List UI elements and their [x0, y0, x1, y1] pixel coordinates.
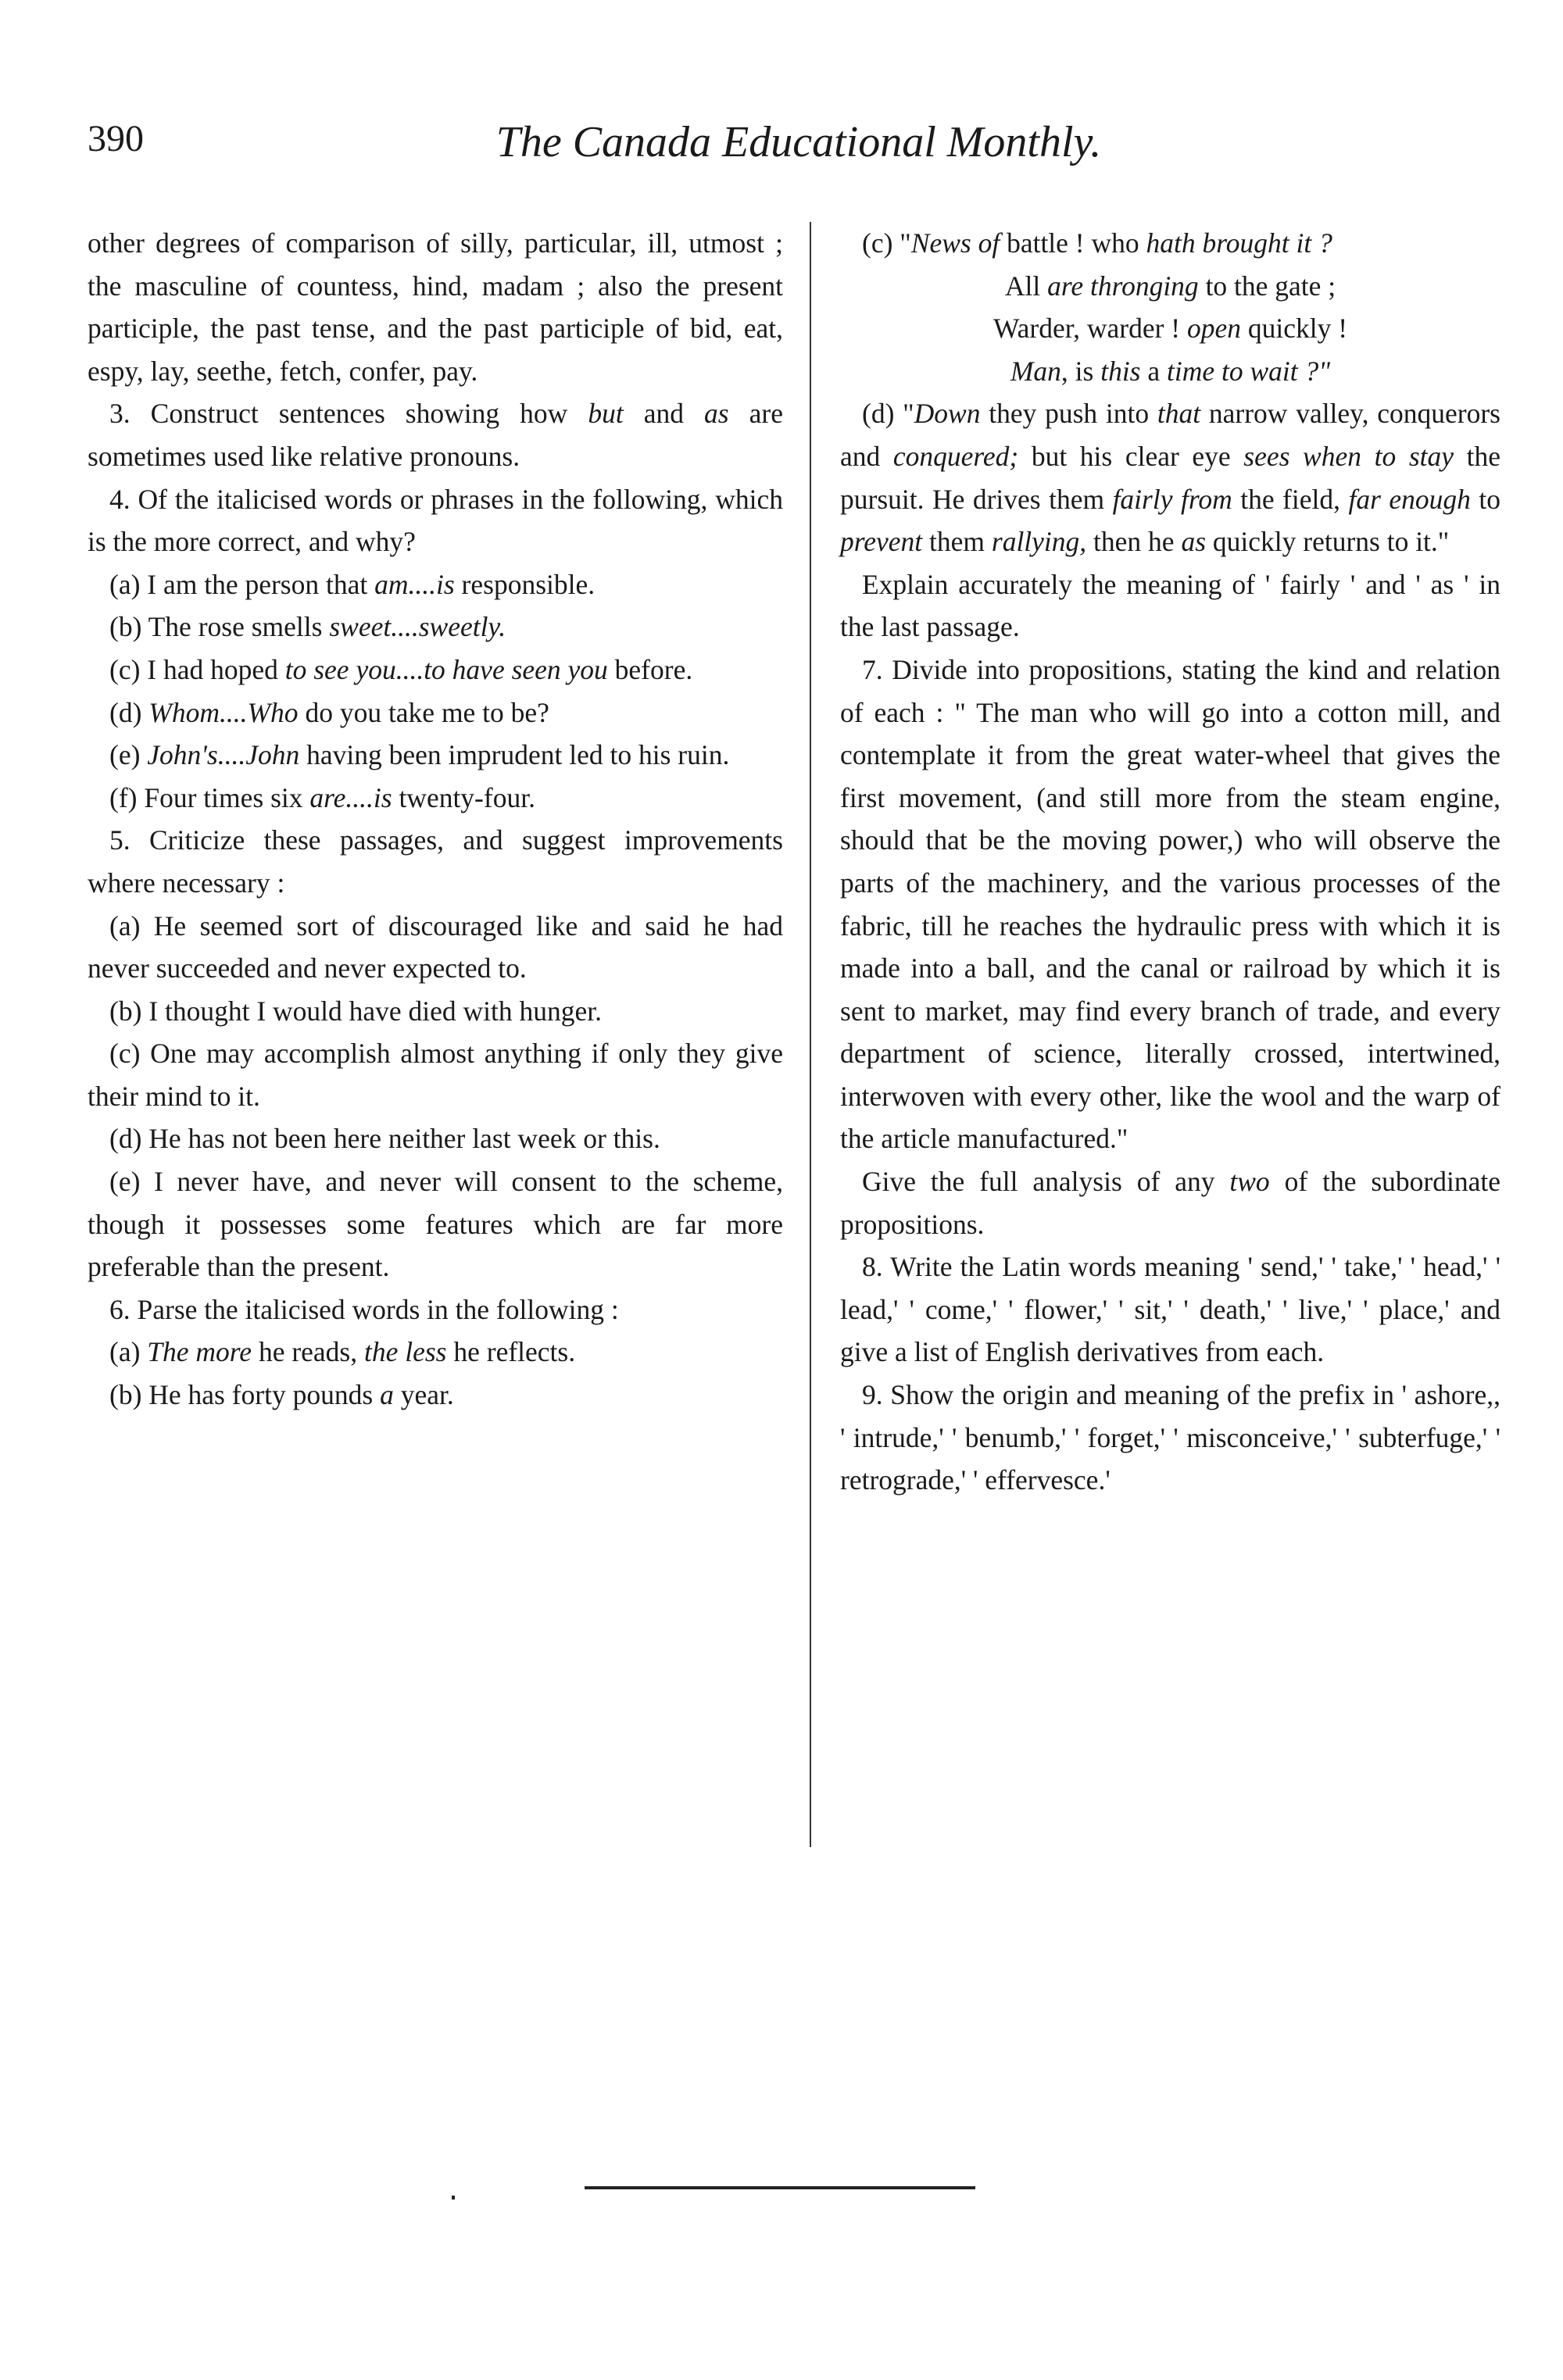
right-column [840, 222, 1500, 1502]
question-8: 8. Write the Latin words meaning ' send,' ' take,' ' head,' ' lead,' ' come,' ' flower,' ' sit,' ' death,' ' live,' ' place,' and give a list of English derivatives from each. [840, 1251, 1500, 1368]
explain-instruction: Explain accurately the meaning of ' fairly ' and ' as ' in the last passage. [840, 568, 1500, 643]
question-4b: (b) The rose smells sweet....sweetly. [109, 611, 506, 643]
verse-line-4: Man, is this a time to wait ?" [1010, 355, 1331, 387]
analysis-instruction: Give the full analysis of any two of the subordinate propositions. [840, 1166, 1500, 1240]
verse-line-1: (c) "News of battle ! who hath brought it ? [862, 227, 1332, 259]
page-number: 390 [88, 118, 144, 159]
left-column [88, 222, 783, 1417]
question-4: 4. Of the italicised words or phrases in the following, which is the more correct, and why? [88, 483, 783, 558]
question-6b: (b) He has forty pounds a year. [109, 1379, 454, 1411]
question-5b: (b) I thought I would have died with hunger. [109, 995, 603, 1027]
column-divider [810, 222, 811, 1847]
paragraph-continuation: other degrees of comparison of silly, particular, ill, utmost ; the masculine of countess, hind, madam ; also the present participle, the past tense, and the past participle of bid, eat, espy, lay, seethe, fetch, confer, pay. [88, 227, 783, 387]
question-4f: (f) Four times six are....is twenty-four. [109, 781, 535, 813]
question-5d: (d) He has not been here neither last week or this. [109, 1123, 660, 1155]
question-3: 3. Construct sentences showing how but and as are sometimes used like relative pronouns. [88, 398, 783, 472]
footer-rule [585, 2186, 975, 2189]
question-4d: (d) Whom....Who do you take me to be? [109, 696, 549, 728]
question-4e: (e) John's....John having been imprudent led to his ruin. [109, 739, 730, 771]
question-5: 5. Criticize these passages, and suggest improvements where necessary : [88, 824, 783, 899]
passage-d: (d) "Down they push into that narrow valley, conquerors and conquered; but his clear eye sees when to stay the pursuit. He drives them fairly from the field, far enough to prevent them rallying, then he as quickly returns to it." [840, 398, 1500, 558]
page-header [88, 117, 1510, 180]
footer-mark [452, 2196, 455, 2200]
question-5e: (e) I never have, and never will consent to the scheme, though it possesses some features which are far more preferable than the present. [88, 1166, 783, 1283]
question-6: 6. Parse the italicised words in the following : [109, 1293, 619, 1325]
verse-line-3: Warder, warder ! open quickly ! [993, 313, 1348, 345]
question-4a: (a) I am the person that am....is responsible. [109, 568, 596, 600]
running-title: The Canada Educational Monthly. [495, 118, 1102, 166]
question-9: 9. Show the origin and meaning of the prefix in ' ashore,, ' intrude,' ' benumb,' ' forget,' ' misconceive,' ' subterfuge,' ' retrograde,' ' effervesce.' [840, 1379, 1500, 1496]
question-5a: (a) He seemed sort of discouraged like and said he had never succeeded and never expected to. [88, 909, 783, 985]
question-6a: (a) The more he reads, the less he reflects. [109, 1336, 576, 1368]
question-5c: (c) One may accomplish almost anything if only they give their mind to it. [88, 1038, 783, 1112]
question-7: 7. Divide into propositions, stating the kind and relation of each : " The man who will go into a cotton mill, and contemplate it from the great water-wheel that gives the first movement, (and still more from the steam engine, should that be the moving power,) who will observe the parts of the machinery, and the various processes of the fabric, till he reaches the hydraulic press with which it is made into a ball, and the canal or railroad by which it is sent to market, may find every branch of trade, and every department of science, literally crossed, intertwined, interwoven with every other, like the wool and the warp of the article manufactured." [840, 653, 1500, 1155]
verse-line-2: All are thronging to the gate ; [1004, 270, 1336, 302]
question-4c: (c) I had hoped to see you....to have seen you before. [109, 653, 693, 685]
